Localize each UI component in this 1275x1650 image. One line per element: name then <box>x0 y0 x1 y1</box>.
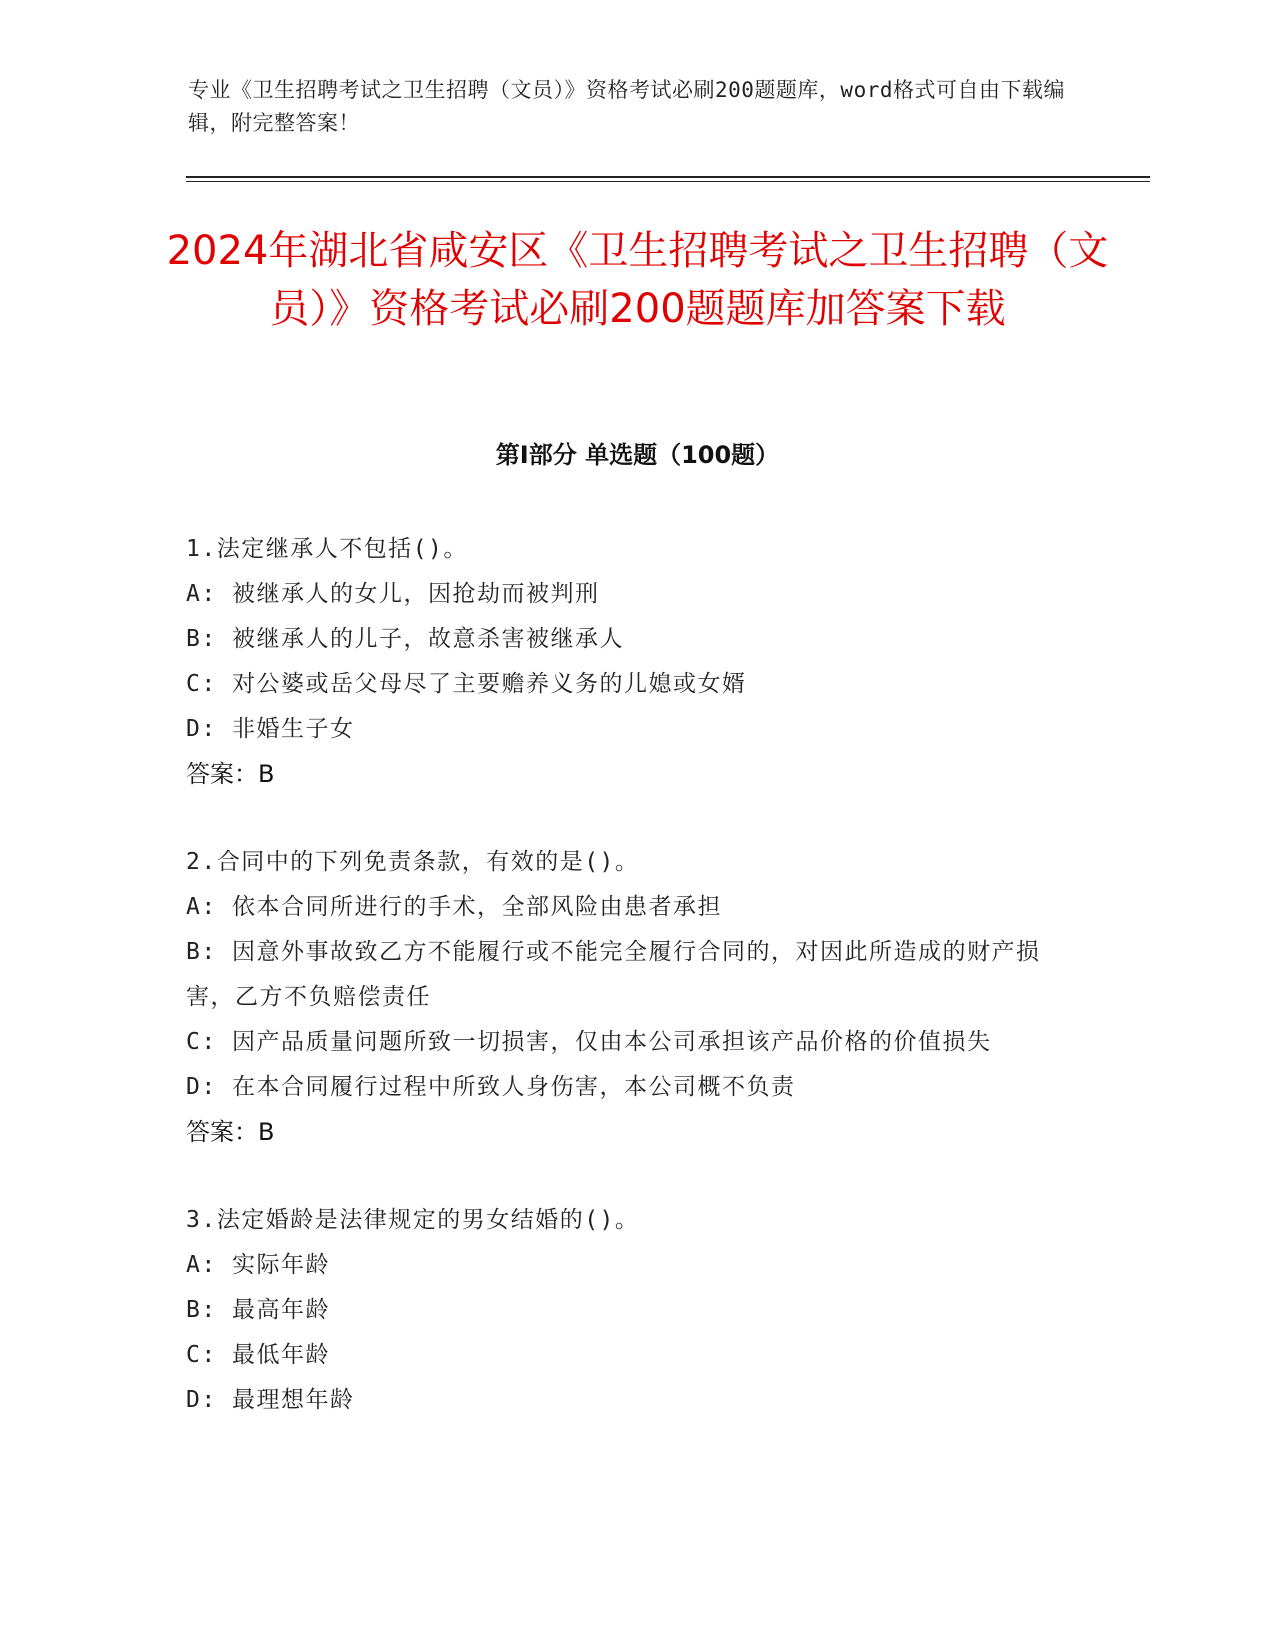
question-2 <box>186 840 1066 1155</box>
option-c: C: 因产品质量问题所致一切损害，仅由本公司承担该产品价格的价值损失 <box>186 1029 992 1055</box>
question-list <box>186 527 1066 1466</box>
option-b: B: 最高年龄 <box>186 1297 331 1323</box>
document-title: 2024年湖北省咸安区《卫生招聘考试之卫生招聘（文员）》资格考试必刷200题题库加答案下载 <box>166 228 1109 332</box>
option-d: D: 非婚生子女 <box>186 716 355 742</box>
option-c: C: 最低年龄 <box>186 1342 331 1368</box>
section-title: 第Ⅰ部分 单选题（100题） <box>495 441 780 469</box>
option-c: C: 对公婆或岳父母尽了主要赡养义务的儿媳或女婿 <box>186 671 747 697</box>
header-note: 专业《卫生招聘考试之卫生招聘（文员）》资格考试必刷200题题库，word格式可自由下载编辑，附完整答案！ <box>188 78 1065 135</box>
option-a: A: 依本合同所进行的手术，全部风险由患者承担 <box>186 894 723 920</box>
option-b: B: 因意外事故致乙方不能履行或不能完全履行合同的，对因此所造成的财产损害，乙方不负赔偿责任 <box>186 939 1041 1010</box>
question-stem: 2.合同中的下列免责条款，有效的是()。 <box>186 849 640 875</box>
option-d: D: 在本合同履行过程中所致人身伤害，本公司概不负责 <box>186 1074 796 1100</box>
question-stem: 1.法定继承人不包括()。 <box>186 536 468 562</box>
option-a: A: 被继承人的女儿，因抢劫而被判刑 <box>186 581 600 607</box>
header-rule-thin <box>186 181 1150 182</box>
answer-label: 答案：B <box>186 1118 275 1146</box>
option-b: B: 被继承人的儿子，故意杀害被继承人 <box>186 626 625 652</box>
option-a: A: 实际年龄 <box>186 1252 331 1278</box>
answer-label: 答案：B <box>186 760 275 788</box>
header-rule-thick <box>186 176 1150 178</box>
option-d: D: 最理想年龄 <box>186 1387 355 1413</box>
question-stem: 3.法定婚龄是法律规定的男女结婚的()。 <box>186 1207 640 1233</box>
question-1 <box>186 527 1066 797</box>
question-3 <box>186 1198 1066 1423</box>
